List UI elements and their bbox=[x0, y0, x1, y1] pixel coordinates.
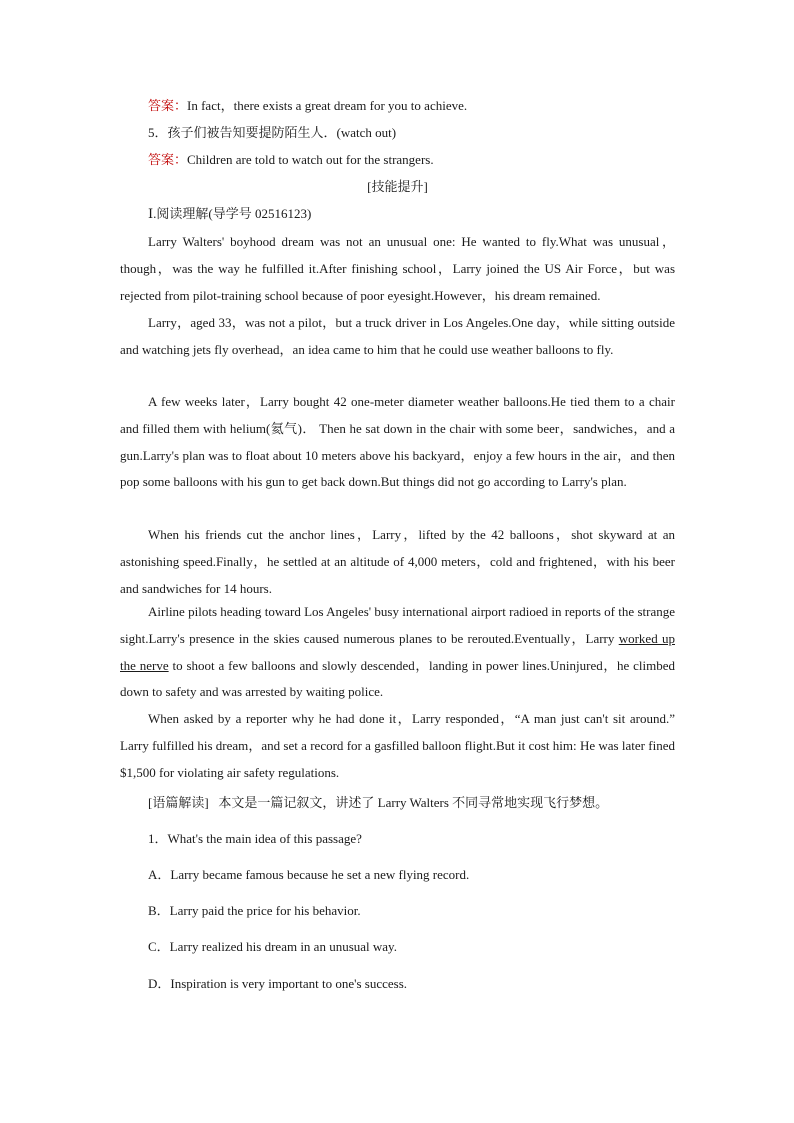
paragraph-5 bbox=[120, 599, 675, 706]
option-d: D．Inspiration is very important to one's success. bbox=[148, 976, 408, 991]
option-b: B．Larry paid the price for his behavior. bbox=[148, 903, 361, 918]
underlined-phrase: worked up the nerve bbox=[120, 630, 675, 673]
paragraph-2 bbox=[120, 310, 675, 364]
paragraph-text: Larry，aged 33，was not a pilot，but a truck driver in Los Angeles.One day，while sitting outside and watching jets fly overhead，an idea came to him that he could use weather balloons to fly. bbox=[120, 315, 675, 357]
analysis-text: 本文是一篇记叙文，讲述了 Larry Walters 不同寻常地实现飞行梦想。 bbox=[218, 795, 609, 810]
part-title: Ⅰ.阅读理解(导学号 02516123) bbox=[148, 206, 312, 221]
paragraph-text: When asked by a reporter why he had done it，Larry responded，“A man just can't sit around.” Larry fulfilled his dream，and set a record for a gasfilled balloon flight.But it cost him: He was later fined $1,500 for violating air safety regulations. bbox=[120, 711, 675, 780]
answer-line-1 bbox=[120, 92, 703, 119]
answer-text: In fact，there exists a great dream for you to achieve. bbox=[187, 98, 468, 113]
analysis-label: [语篇解读] bbox=[148, 795, 209, 810]
paragraph-text: Airline pilots heading toward Los Angeles' busy international airport radioed in reports of the strange sight.Larry's presence in the skies caused numerous planes to be rerouted.Eventually，Larry bbox=[120, 604, 675, 646]
paragraph-1 bbox=[120, 229, 675, 309]
paragraph-text: Larry Walters' boyhood dream was not an unusual one: He wanted to fly.What was unusual，though，was the way he fulfilled it.After finishing school，Larry joined the US Air Force，but was rejected from pilot-training school because of poor eyesight.However，his dream remained. bbox=[120, 234, 675, 303]
paragraph-text: to shoot a few balloons and slowly descended，landing in power lines.Uninjured，he climbed down to safety and was arrested by waiting police. bbox=[120, 657, 675, 700]
option-c: C．Larry realized his dream in an unusual way. bbox=[148, 939, 397, 954]
paragraph-4 bbox=[120, 522, 675, 602]
option-a: A．Larry became famous because he set a new flying record. bbox=[148, 867, 470, 882]
paragraph-text: A few weeks later，Larry bought 42 one-meter diameter weather balloons.He tied them to a chair and filled them with helium(氦气)． Then he sat down in the chair with some beer，sandwiches，and a gun.Larry's plan was to float about 10 meters above his backyard，enjoy a few hours in the air，and then pop some balloons with his gun to get back down.But things did not go according to Larry's plan. bbox=[120, 394, 675, 490]
question-5: 5．孩子们被告知要提防陌生人．(watch out) bbox=[148, 125, 397, 140]
question-1-stem: 1．What's the main idea of this passage? bbox=[148, 831, 362, 846]
section-title: [技能提升] bbox=[367, 179, 428, 194]
paragraph-3 bbox=[120, 389, 675, 496]
answer-line-5 bbox=[120, 146, 703, 173]
answer-label: 答案： bbox=[148, 152, 188, 167]
answer-text: Children are told to watch out for the strangers. bbox=[187, 152, 434, 167]
answer-label: 答案： bbox=[148, 98, 188, 113]
paragraph-text: When his friends cut the anchor lines，Larry，lifted by the 42 balloons，shot skyward at an astonishing speed.Finally，he settled at an altitude of 4,000 meters，cold and frightened，with his beer and sandwiches for 14 hours. bbox=[120, 527, 675, 596]
passage-analysis bbox=[120, 789, 703, 816]
paragraph-6 bbox=[120, 706, 675, 786]
